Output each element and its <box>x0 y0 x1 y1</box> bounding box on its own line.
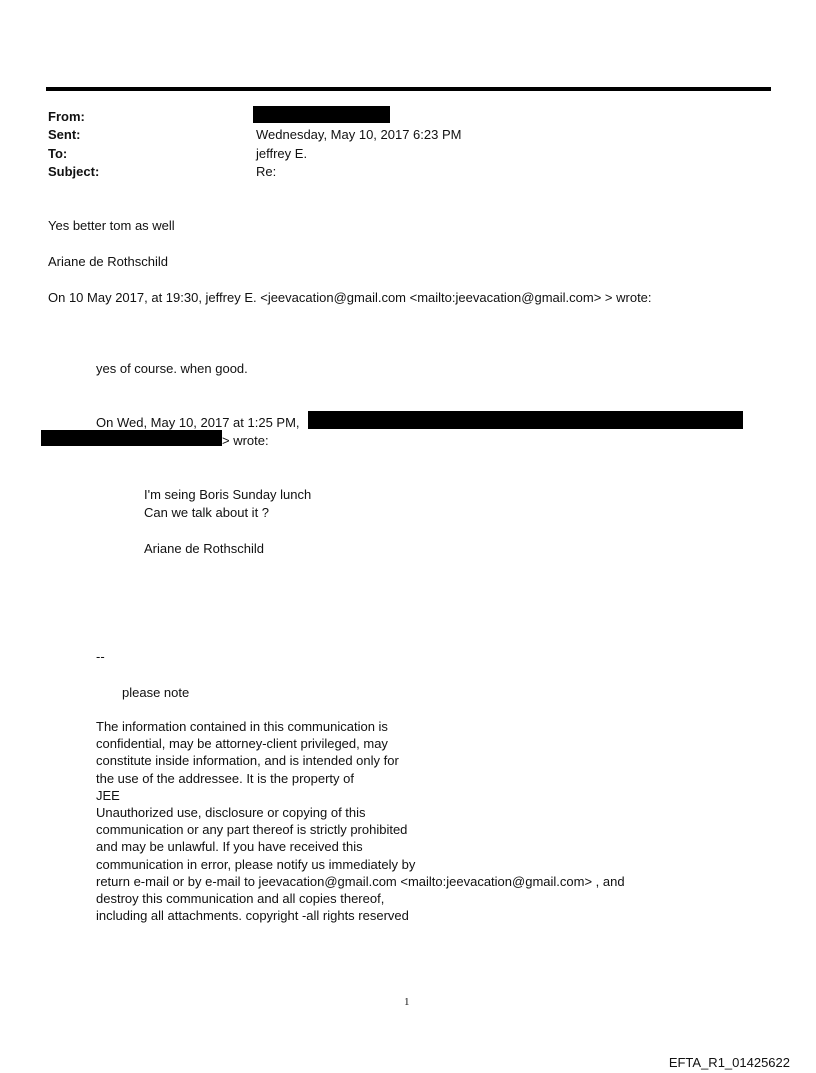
quote-intro: On 10 May 2017, at 19:30, jeffrey E. <jeevacation@gmail.com <mailto:jeevacation@gmail.com> > wrote: <box>48 290 652 305</box>
inner-signature: Ariane de Rothschild <box>144 541 264 556</box>
disclaimer-line: JEE <box>96 787 120 803</box>
page-number: 1 <box>404 996 410 1008</box>
body-line: Yes better tom as well <box>48 218 175 233</box>
please-note: please note <box>122 685 190 700</box>
disclaimer-line: return e-mail or by e-mail to jeevacation@gmail.com <mailto:jeevacation@gmail.com> , and <box>96 873 625 889</box>
disclaimer-line: The information contained in this communication is <box>96 719 388 734</box>
disclaimer-line: including all attachments. copyright -all rights reserved <box>96 908 409 924</box>
disclaimer-line: communication or any part thereof is strictly prohibited <box>96 822 408 838</box>
bates-number: EFTA_R1_01425622 <box>668 1055 790 1070</box>
separator: -- <box>96 649 105 664</box>
reply-line: yes of course. when good. <box>96 361 248 376</box>
disclaimer-line: constitute inside information, and is intended only for <box>96 753 399 769</box>
subject-label: Subject: <box>48 164 100 179</box>
disclaimer-line: the use of the addressee. It is the property of <box>96 770 354 786</box>
quote2-intro: On Wed, May 10, 2017 at 1:25 PM, <box>96 415 300 430</box>
disclaimer-line: Unauthorized use, disclosure or copying of this <box>96 805 366 821</box>
subject-value: Re: <box>256 164 277 179</box>
disclaimer-line: confidential, may be attorney-client privileged, may <box>96 736 388 752</box>
sent-value: Wednesday, May 10, 2017 6:23 PM <box>256 127 462 142</box>
to-value: jeffrey E. <box>256 146 308 161</box>
inner-line: Can we talk about it ? <box>144 505 270 520</box>
inner-line: I'm seing Boris Sunday lunch <box>144 487 312 502</box>
disclaimer-block <box>96 718 625 924</box>
quote2-wrote: > wrote: <box>222 433 269 448</box>
header-rule <box>46 87 771 91</box>
to-label: To: <box>48 146 68 161</box>
redaction-email <box>41 430 222 446</box>
disclaimer-line: and may be unlawful. If you have received this <box>96 839 363 855</box>
signature: Ariane de Rothschild <box>48 254 168 269</box>
disclaimer-line: destroy this communication and all copies thereof, <box>96 891 385 907</box>
disclaimer-line: communication in error, please notify us immediately by <box>96 856 416 872</box>
sent-label: Sent: <box>48 127 81 142</box>
from-label: From: <box>48 109 85 124</box>
redaction-from <box>253 106 390 123</box>
redaction-sender <box>308 411 743 429</box>
